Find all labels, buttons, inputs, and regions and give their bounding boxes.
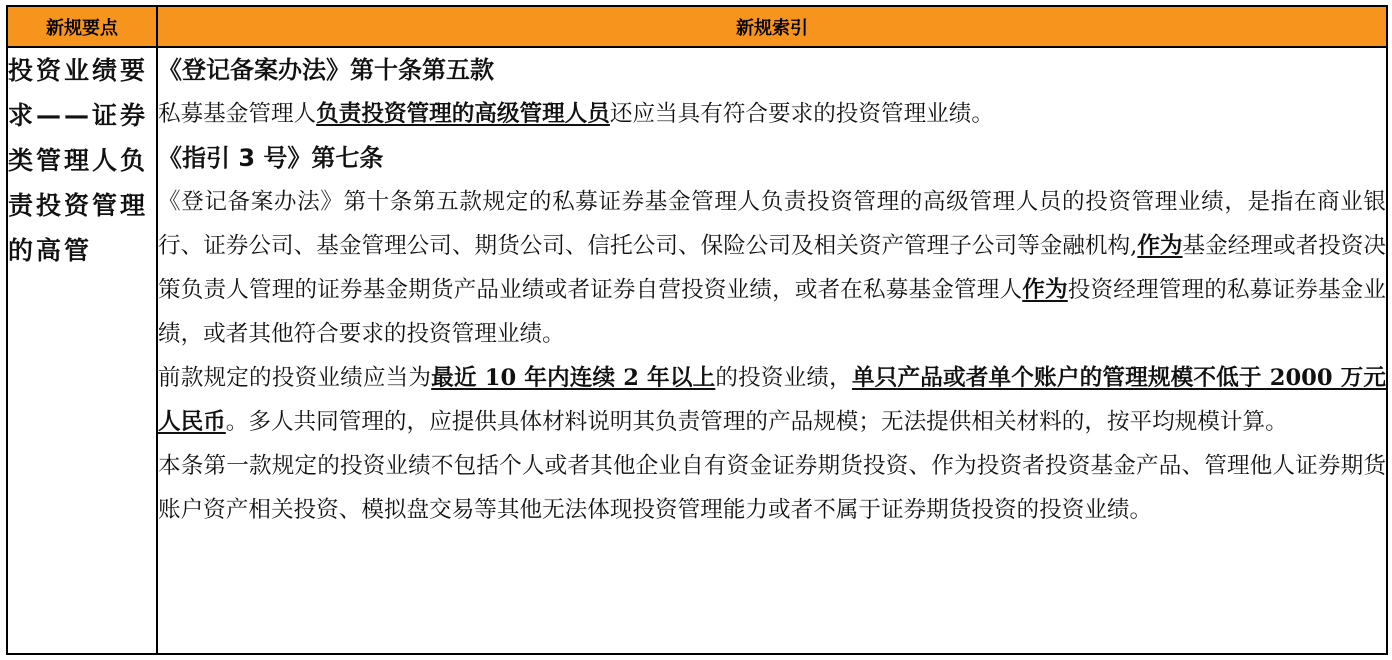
emphasis-text: 负责投资管理的高级管理人员: [316, 101, 610, 127]
header-regulation-index: 新规索引: [157, 6, 1387, 47]
text-run: 前款规定的投资业绩应当为: [158, 365, 432, 391]
paragraph-definition: [158, 180, 1386, 356]
topic-cell: 投资业绩要求——证券类管理人负责投资管理的高管: [7, 47, 157, 654]
paragraph-requirements: [158, 356, 1386, 444]
text-run: 。多人共同管理的，应提供具体材料说明其负责管理的产品规模；无法提供相关材料的，按平均规模计算。: [225, 409, 1288, 435]
section-heading-guideline: 《指引 3 号》第七条: [158, 144, 384, 172]
text-run: 基金经理或者投资决策负责人管理的证券基金期货产品业绩或者证券自营投资业绩，或者在私募基金管理人: [158, 233, 1387, 303]
text-run: 的投资业绩，: [715, 365, 852, 391]
table-header-row: [7, 6, 1387, 47]
text-run: 《登记备案办法》第十条第五款规定的私募证券基金管理人负责投资管理的高级管理人员的投资管理业绩，是指在商业银行、证券公司、基金管理公司、期货公司、信托公司、保险公司及相关资产管理子公司等金融机构,: [158, 189, 1386, 259]
paragraph-registration: [158, 92, 1386, 136]
paragraph-exclusions: 本条第一款规定的投资业绩不包括个人或者其他企业自有资金证券期货投资、作为投资者投资基金产品、管理他人证券期货账户资产相关投资、模拟盘交易等其他无法体现投资管理能力或者不属于证券期货投资的投资业绩。: [158, 453, 1386, 523]
section-heading-registration: 《登记备案办法》第十条第五款: [158, 56, 494, 84]
text-run: 投资经理管理的私募证券基金业绩，或者其他符合要求的投资管理业绩。: [158, 277, 1387, 347]
text-run: 还应当具有符合要求的投资管理业绩。: [609, 101, 994, 127]
table-row: [7, 47, 1387, 654]
content-cell: [157, 47, 1387, 654]
emphasis-text: 最近 10 年内连续 2 年以上: [431, 365, 716, 391]
regulation-table: [6, 5, 1388, 655]
text-run: 私募基金管理人: [158, 101, 317, 127]
header-key-points: 新规要点: [7, 6, 157, 47]
emphasis-text: 单只产品或者单个账户的管理规模不低于 2000 万元人民币: [158, 365, 1387, 435]
emphasis-text: 作为: [1022, 277, 1068, 303]
emphasis-text: 作为: [1137, 233, 1183, 259]
